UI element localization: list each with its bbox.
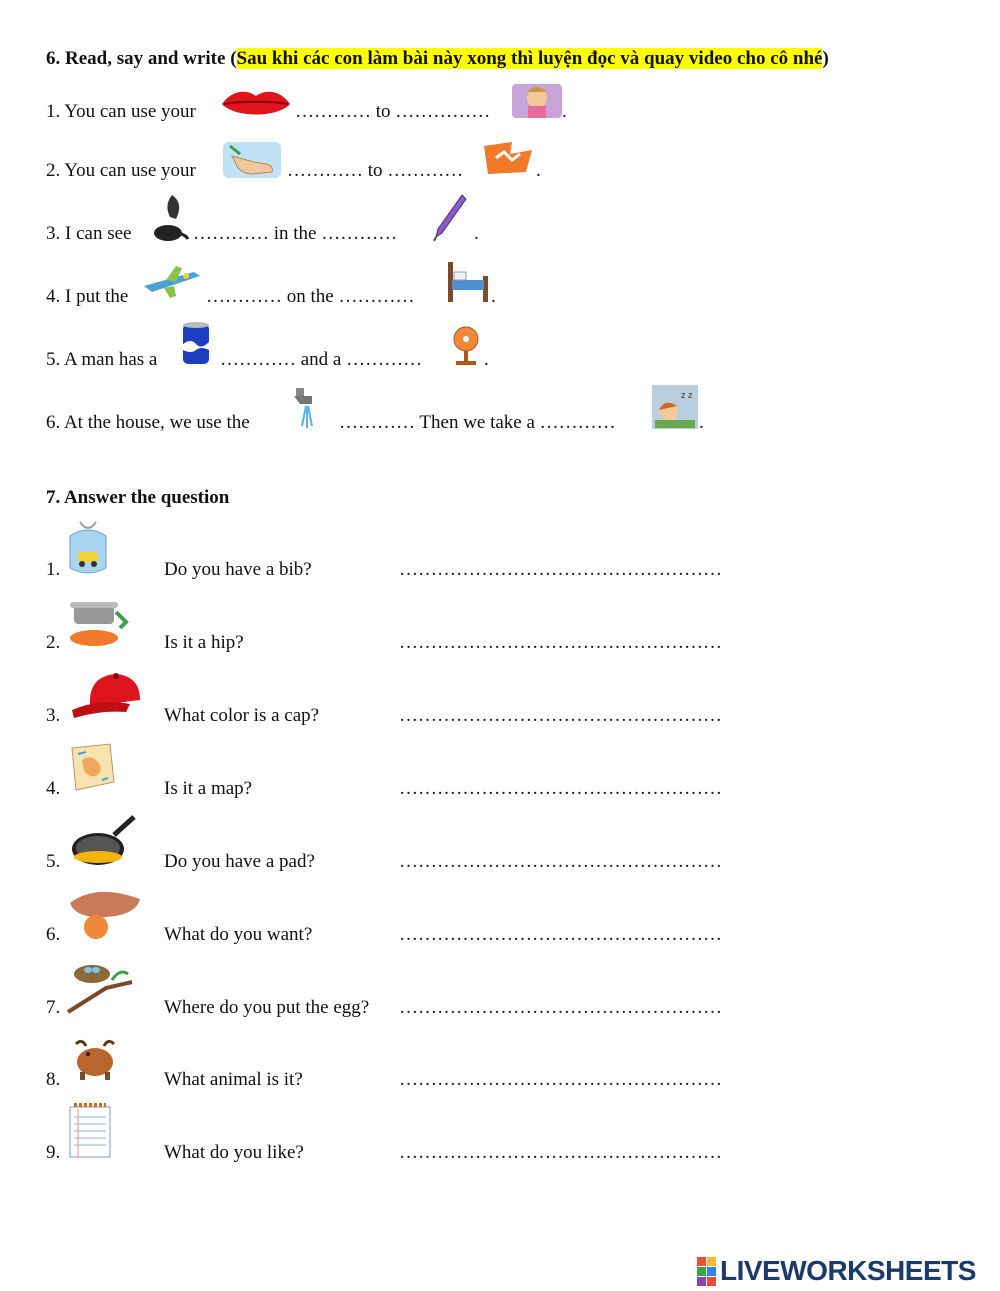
q7-number: 7. xyxy=(46,997,61,1018)
q8-number: 8. xyxy=(46,1069,61,1090)
eating-child-icon xyxy=(510,82,564,120)
q3-number: 3. xyxy=(46,705,61,726)
s6-line2-part-a: 2. You can use your xyxy=(46,160,196,181)
lips-icon xyxy=(220,87,292,121)
q2-question: Is it a hip? xyxy=(164,632,244,653)
s6-line1-part-a: 1. You can use your xyxy=(46,101,196,122)
s6-line1-part-c: . xyxy=(562,101,567,122)
q5-number: 5. xyxy=(46,851,61,872)
frying-pan-icon xyxy=(70,815,138,869)
s6-line5-part-b: ………… and a ………… xyxy=(220,349,423,370)
q9-number: 9. xyxy=(46,1142,61,1163)
q7-question: Where do you put the egg? xyxy=(164,997,370,1018)
q8-question: What animal is it? xyxy=(164,1069,303,1090)
s6-line4-part-a: 4. I put the xyxy=(46,286,129,307)
s6-line3-part-a: 3. I can see xyxy=(46,223,132,244)
q4-question: Is it a map? xyxy=(164,778,253,799)
s6-line6-part-a: 6. At the house, we use the xyxy=(46,412,250,433)
q1-number: 1. xyxy=(46,559,61,580)
fan-icon xyxy=(450,325,482,367)
s6-line1-part-b: ………… to …………… xyxy=(295,101,491,122)
s6-line4-part-b: ………… on the ………… xyxy=(206,286,415,307)
q2-answer-line[interactable]: …………………………………………… xyxy=(399,632,722,653)
torn-paper-icon xyxy=(482,140,534,176)
section6-title-highlight: Sau khi các con làm bài này xong thì luyện đọc và quay video cho cô nhé xyxy=(236,48,823,69)
q5-answer-line[interactable]: …………………………………………… xyxy=(399,851,722,872)
ink-pot-icon xyxy=(150,193,190,245)
treasure-map-icon xyxy=(66,740,120,794)
yak-icon xyxy=(72,1036,118,1082)
q4-number: 4. xyxy=(46,778,61,799)
section7-title: 7. Answer the question xyxy=(46,487,230,508)
s6-line6-part-b: ………… Then we take a ………… xyxy=(339,412,616,433)
section6-title-suffix: ) xyxy=(822,48,829,69)
s6-line5-part-c: . xyxy=(484,349,489,370)
notepad-icon xyxy=(66,1101,114,1159)
q5-question: Do you have a pad? xyxy=(164,851,315,872)
bed-icon xyxy=(446,260,490,304)
s6-line3-part-c: . xyxy=(474,223,479,244)
logo-text: LIVEWORKSHEETS xyxy=(720,1255,976,1286)
q7-answer-line[interactable]: …………………………………………… xyxy=(399,997,722,1018)
q3-answer-line[interactable]: …………………………………………… xyxy=(399,705,722,726)
section6-title-prefix: 6. Read, say and write ( xyxy=(46,48,237,69)
pen-icon xyxy=(432,193,468,243)
s6-line3-part-b: ………… in the ………… xyxy=(193,223,398,244)
airplane-icon xyxy=(140,262,202,300)
bird-nest-icon xyxy=(66,958,136,1016)
s6-line2-part-c: . xyxy=(536,160,541,181)
q6-number: 6. xyxy=(46,924,61,945)
red-cap-icon xyxy=(70,670,146,720)
q8-answer-line[interactable]: …………………………………………… xyxy=(399,1069,722,1090)
pot-on-stove-icon xyxy=(68,598,132,650)
q1-answer-line[interactable]: …………………………………………… xyxy=(399,559,722,580)
logo-blocks-icon xyxy=(697,1257,716,1286)
bib-icon xyxy=(66,520,110,578)
s6-line4-part-c: . xyxy=(491,286,496,307)
svg-text:z z: z z xyxy=(681,390,693,400)
liveworksheets-logo[interactable] xyxy=(697,1255,976,1287)
s6-line6-part-c: . xyxy=(699,412,704,433)
section6-title xyxy=(46,48,829,70)
finger-touch-icon xyxy=(222,140,282,180)
q6-answer-line[interactable]: …………………………………………… xyxy=(399,924,722,945)
q2-number: 2. xyxy=(46,632,61,653)
q4-answer-line[interactable]: …………………………………………… xyxy=(399,778,722,799)
sweet-potato-icon xyxy=(66,885,144,943)
q3-question: What color is a cap? xyxy=(164,705,320,726)
q9-answer-line[interactable]: …………………………………………… xyxy=(399,1142,722,1163)
water-tap-icon xyxy=(290,386,324,432)
soda-can-icon xyxy=(181,320,211,368)
q1-question: Do you have a bib? xyxy=(164,559,312,580)
q6-question: What do you want? xyxy=(164,924,313,945)
sleeping-child-icon xyxy=(651,384,699,430)
s6-line5-part-a: 5. A man has a xyxy=(46,349,158,370)
q9-question: What do you like? xyxy=(164,1142,304,1163)
s6-line2-part-b: ………… to ………… xyxy=(287,160,464,181)
